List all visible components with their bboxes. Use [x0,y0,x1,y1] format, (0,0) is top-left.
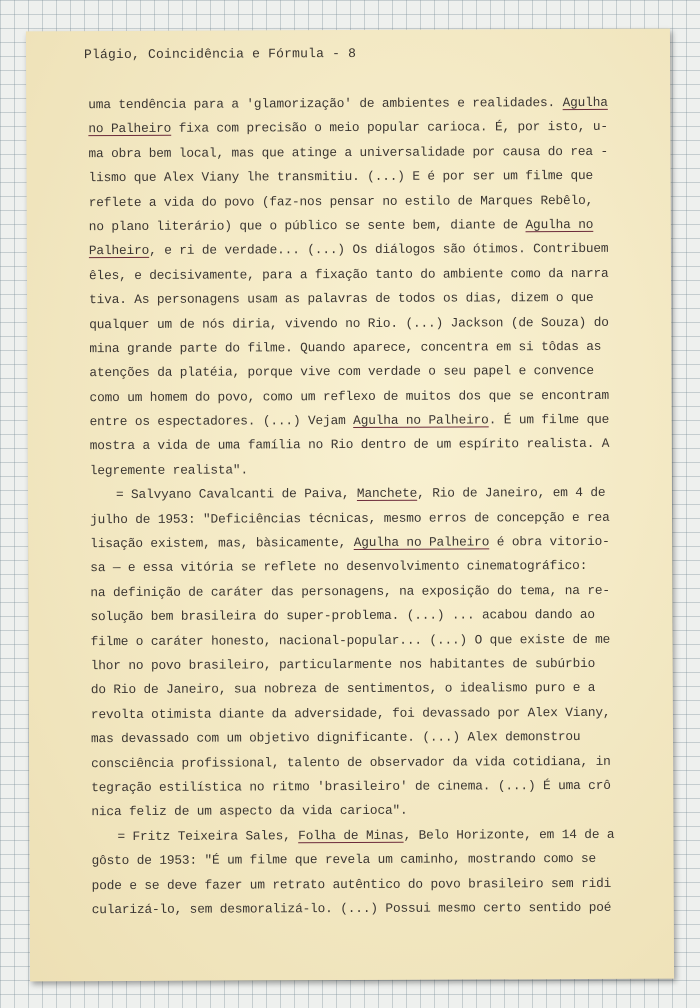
text-line [92,896,652,923]
text-line [91,847,651,874]
text-line [91,774,651,801]
text-run: , Belo Horizonte, em 14 de a [403,826,615,843]
text-line [90,530,650,557]
underlined-title: Palheiro [88,243,150,259]
text-line [89,359,649,386]
text-line [88,91,648,118]
text-line [89,164,649,191]
text-line [89,261,649,288]
text-line [88,139,648,166]
text-run: como um homem do povo, como um reflexo de muitos dos que se encontram [89,387,610,405]
text-line [90,408,650,435]
text-line [89,335,649,362]
text-line [90,579,650,606]
text-line [92,871,652,898]
text-line [91,627,651,654]
text-run: , e ri de verdade... (...) Os diálogos são ótimos. Contribuem [149,241,609,259]
text-line [91,798,651,825]
text-run: mas devassado com um objetivo dignificante. (...) Alex demonstrou [90,729,581,747]
text-run: nica feliz de um aspecto da vida carioca". [91,803,408,820]
text-run: ma obra bem local, mas que atinge a universalidade por causa do rea - [88,143,609,161]
text-run: julho de 1953: "Deficiências técnicas, mesmo erros de concepção e rea [90,509,610,527]
text-run: entre os espectadores. (...) Vejam [89,413,354,430]
text-run: , Rio de Janeiro, em 4 de [417,485,606,501]
text-run: sa — e essa vitória se reflete no desenvolvimento cinematográfico: [90,558,588,576]
text-line [90,505,650,532]
text-run: na definição de caráter das personagens, na exposição do tema, na re- [90,582,610,600]
text-run: no plano literário) que o público se sente bem, diante de [88,217,526,235]
text-run: cularizá-lo, sem desmoralizá-lo. (...) Possui mesmo certo sentido poé [91,899,612,918]
text-run: atenções da platéia, porque vive com verdade o seu papel e convence [89,363,594,381]
underlined-title: Agulha no Palheiro [353,534,490,551]
text-line [89,383,649,410]
underlined-title: Agulha no [525,216,594,233]
text-run: gôsto de 1953: "É um filme que revela um caminho, mostrando como se [91,851,597,869]
text-run: consciência profissional, talento de observador da vida cotidiana, in [91,753,611,771]
text-run: lismo que Alex Viany lhe transmitiu. (...) E é por ser um filme que [88,168,594,186]
text-run: solução bem brasileira do super-problema. (...) ... acabou dando ao [90,607,595,625]
text-run: é obra vitorio- [489,533,610,550]
underlined-title: no Palheiro [88,121,172,137]
text-line [89,213,649,240]
underlined-title: Manchete [356,485,418,502]
text-run: . É um filme que [488,411,610,428]
text-run: fixa com precisão o meio popular carioca. É, por isto, u- [171,119,608,137]
text-line [89,310,649,337]
text-run: mina grande parte do filme. Quando aparece, concentra em si tôdas as [89,338,602,357]
text-run: tiva. As personagens usam as palavras de todos os dias, dizem o que [89,290,594,308]
underlined-title: Agulha no Palheiro [353,412,489,429]
typewritten-page [26,29,674,982]
text-run: revolta otimista diante da adversidade, foi devassado por Alex Viany, [90,704,611,722]
text-line [91,822,651,849]
text-line [91,700,651,727]
text-run: reflete a vida do povo (faz-nos pensar no estilo de Marques Rebêlo, [88,192,594,210]
text-run: = Salvyano Cavalcanti de Paiva, [115,486,357,503]
text-run: uma tendência para a 'glamorização' de ambientes e realidades. [88,95,563,113]
text-line [90,432,650,459]
underlined-title: Agulha [562,94,608,111]
text-line [89,237,649,264]
text-run: do Rio de Janeiro, sua nobreza de sentimentos, o idealismo puro e a [90,680,596,698]
text-line [90,457,650,484]
text-run: pode e se deve fazer um retrato autêntico do povo brasileiro sem ridi [91,875,612,893]
underlined-title: Folha de Minas [298,827,404,843]
text-line [91,725,651,752]
text-line [89,188,649,215]
page-header: Plágio, Coincidência e Fórmula - 8 [83,45,357,63]
text-line [88,115,648,142]
text-run: lhor no povo brasileiro, particularmente nos habitantes de subúrbio [90,655,596,674]
body-text [88,91,652,923]
text-run: êles, e decisivamente, para a fixação tanto do ambiente como da narra [88,265,609,283]
text-line [89,286,649,313]
text-run: mostra a vida de uma família no Rio dentro de um espírito realista. A [89,436,610,454]
text-line [91,676,651,703]
text-run: qualquer um de nós diria, vivendo no Rio. (...) Jackson (de Souza) do [89,314,609,332]
text-run: = Fritz Teixeira Sales, [117,827,299,844]
text-line [90,554,650,581]
text-line [91,652,651,679]
text-run: tegração estilística no ritmo 'brasileiro' de cinema. (...) É uma crô [91,777,611,796]
text-run: filme o caráter honesto, nacional-popular... (...) O que existe de me [90,631,611,649]
text-line [90,481,650,508]
text-line [91,749,651,776]
text-line [90,603,650,630]
text-run: lisação existem, mas, bàsicamente, [90,535,354,552]
text-run: legremente realista". [89,462,249,478]
